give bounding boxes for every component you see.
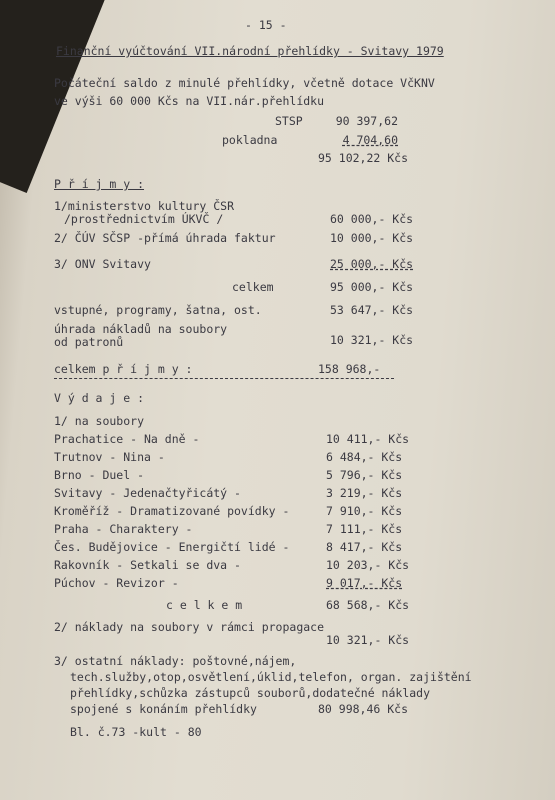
expenses-group-3-amount: 80 998,46 Kčs [318, 702, 409, 716]
expenses-subtotal-label: c e l k e m [166, 598, 243, 612]
income-item-3-amount: 25 000,- Kčs [330, 257, 414, 271]
income-heading: P ř í j m y : [54, 177, 145, 191]
income-subtotal: 95 000,- Kčs [330, 280, 414, 294]
expense-row-2-amount: 6 484,- Kčs [326, 450, 403, 464]
expenses-subtotal: 68 568,- Kčs [326, 598, 410, 612]
income-item-1-label: 1/ministerstvo kultury ČSR [54, 199, 235, 213]
expense-row-5-amount: 7 910,- Kčs [326, 504, 403, 518]
income-item-2-label: 2/ ČÚV SČSP -přímá úhrada faktur [54, 231, 276, 245]
income-item-1-amount: 60 000,- Kčs [330, 212, 414, 226]
expense-row-6-amount: 7 111,- Kčs [326, 522, 403, 536]
expenses-heading: V ý d a j e : [54, 391, 145, 405]
intro-line-2: ve výši 60 000 Kčs na VII.nár.přehlídku [54, 94, 325, 108]
expense-row-3-label: Brno - Duel - [54, 468, 145, 482]
expense-row-8-label: Rakovník - Setkali se dva - [54, 558, 241, 572]
income-subtotal-label: celkem [232, 280, 274, 294]
income-extra-2-label2: od patronů [54, 335, 124, 349]
income-total-rule [54, 378, 394, 379]
intro-line-1: Počáteční saldo z minulé přehlídky, včetně dotace VčKNV [54, 76, 435, 90]
expenses-group-1-label: 1/ na soubory [54, 414, 145, 428]
expense-row-7-label: Čes. Budějovice - Energičtí lidé - [54, 540, 290, 554]
income-extra-1-amount: 53 647,- Kčs [330, 303, 414, 317]
stsp-value: 90 397,62 [335, 114, 398, 128]
expenses-group-2-label: 2/ náklady na soubory v rámci propagace [54, 620, 325, 634]
income-total: 158 968,- [318, 362, 381, 376]
expenses-group-3-line-2: tech.služby,otop,osvětlení,úklid,telefon, organ. zajištění [70, 670, 472, 684]
expenses-group-2-amount: 10 321,- Kčs [326, 633, 410, 647]
income-item-3-label: 3/ ONV Svitavy [54, 257, 151, 271]
expense-row-4-label: Svitavy - Jedenačtyřicátý - [54, 486, 241, 500]
expenses-group-3-line-1: 3/ ostatní náklady: poštovné,nájem, [54, 654, 297, 668]
expense-row-8-amount: 10 203,- Kčs [326, 558, 410, 572]
expense-row-6-label: Praha - Charaktery - [54, 522, 193, 536]
income-extra-1-label: vstupné, programy, šatna, ost. [54, 303, 262, 317]
expense-row-4-amount: 3 219,- Kčs [326, 486, 403, 500]
expenses-group-3-line-4: spojené s konáním přehlídky [70, 702, 257, 716]
stsp-label: STSP [275, 114, 303, 128]
document-title: Finanční vyúčtování VII.národní přehlídky - Svitavy 1979 [56, 44, 444, 58]
expense-row-5-label: Kroměříž - Dramatizované povídky - [54, 504, 290, 518]
page-number: - 15 - [245, 18, 287, 32]
pokladna-label: pokladna [222, 133, 278, 147]
expenses-group-3-line-3: přehlídky,schůzka zástupců souborů,dodatečné náklady [70, 686, 431, 700]
expense-row-7-amount: 8 417,- Kčs [326, 540, 403, 554]
expense-row-1-amount: 10 411,- Kčs [326, 432, 410, 446]
opening-total: 95 102,22 Kčs [318, 151, 409, 165]
document-footer-reference: Bl. č.73 -kult - 80 [70, 725, 202, 739]
expense-row-1-label: Prachatice - Na dně - [54, 432, 200, 446]
expense-row-3-amount: 5 796,- Kčs [326, 468, 403, 482]
income-total-label: celkem p ř í j m y : [54, 362, 193, 376]
pokladna-value: 4 704,60 [342, 133, 398, 147]
expense-row-2-label: Trutnov - Nina - [54, 450, 165, 464]
expense-row-9-amount: 9 017,- Kčs [326, 576, 403, 590]
expense-row-9-label: Púchov - Revizor - [54, 576, 179, 590]
income-item-2-amount: 10 000,- Kčs [330, 231, 414, 245]
income-extra-2-label: úhrada nákladů na soubory [54, 322, 228, 336]
income-item-1-label2: /prostřednictvím ÚKVČ / [64, 212, 224, 226]
income-extra-2-amount: 10 321,- Kčs [330, 333, 414, 347]
